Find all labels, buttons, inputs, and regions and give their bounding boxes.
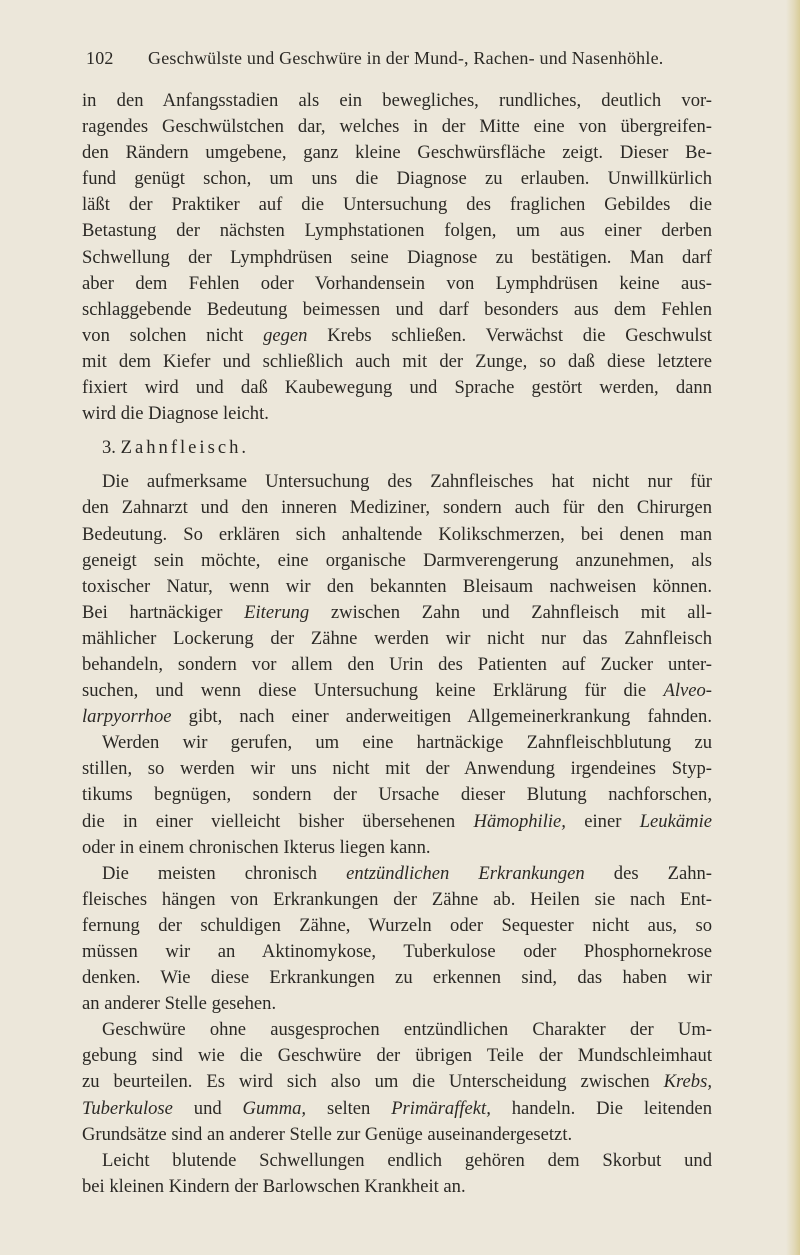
emphasis: Krebs, [663, 1071, 712, 1093]
text-line: die in einer vielleicht bisher übersehenen Hämophilie, einer Leukämie [82, 810, 712, 832]
text-line: Schwellung der Lymphdrüsen seine Diagnose zu bestätigen. Man darf [82, 246, 712, 268]
text-line: Die meisten chronisch entzündlichen Erkrankungen des Zahn- [102, 862, 712, 884]
emphasis: Leukämie [639, 810, 712, 832]
text-line: aber dem Fehlen oder Vorhandensein von Lymphdrüsen keine aus- [82, 272, 712, 294]
text-line: suchen, und wenn diese Untersuchung keine Erklärung für die Alveo- [82, 680, 712, 702]
section-number: 3. [102, 437, 116, 459]
emphasis: Gumma, [242, 1097, 307, 1119]
text-line: den Zahnarzt und den inneren Mediziner, sondern auch für den Chirurgen [82, 497, 712, 519]
emphasis: Eiterung [244, 601, 310, 623]
text-line: wird die Diagnose leicht. [82, 403, 269, 425]
text-line: müssen wir an Aktinomykose, Tuberkulose oder Phosphornekrose [82, 941, 712, 962]
page-number: 102 [86, 48, 114, 68]
section-heading [82, 435, 712, 461]
text-line: Leicht blutende Schwellungen endlich gehören dem Skorbut und [102, 1149, 712, 1171]
text-line: gebung sind wie die Geschwüre der übrigen Teile der Mundschleimhaut [82, 1045, 712, 1067]
text-line: mit dem Kiefer und schließlich auch mit der Zunge, so daß diese letztere [82, 350, 712, 372]
text-line: Geschwüre ohne ausgesprochen entzündlichen Charakter der Um- [102, 1019, 712, 1041]
text-line: Werden wir gerufen, um eine hartnäckige Zahnfleischblutung zu [102, 732, 712, 754]
text-line: fund genügt schon, um uns die Diagnose zu erlauben. Unwillkürlich [82, 168, 712, 190]
text-line: fleisches hängen von Erkrankungen der Zähne ab. Heilen sie nach Ent- [82, 888, 712, 910]
text-line: läßt der Praktiker auf die Untersuchung des fraglichen Gebildes die [82, 194, 712, 216]
text-line: zu beurteilen. Es wird sich also um die Unterscheidung zwischen Krebs, [82, 1071, 712, 1093]
emphasis: Hämophilie, [473, 810, 566, 832]
text-line: Betastung der nächsten Lymphstationen folgen, um aus einer derben [82, 220, 712, 242]
text-line: fixiert wird und daß Kaubewegung und Sprache gestört werden, dann [82, 377, 712, 399]
emphasis: Tuberkulose [82, 1097, 173, 1119]
text-line: larpyorrhoe gibt, nach einer anderweitigen Allgemeinerkrankung fahnden. [82, 706, 712, 728]
body-text [82, 88, 712, 1200]
text-line: tikums begnügen, sondern der Ursache dieser Blutung nachforschen, [82, 784, 712, 806]
emphasis: Primäraffekt, [391, 1097, 491, 1119]
text-line: denken. Wie diese Erkrankungen zu erkennen sind, das haben wir [82, 967, 712, 989]
running-header [86, 48, 706, 69]
emphasis: Alveo- [663, 680, 712, 702]
page-edge [786, 0, 800, 1255]
text-line: mählicher Lockerung der Zähne werden wir nicht nur das Zahnfleisch [82, 627, 712, 649]
text-line: Die aufmerksame Untersuchung des Zahnfleisches hat nicht nur für [102, 471, 712, 493]
emphasis: larpyorrhoe [82, 706, 172, 728]
text-line: behandeln, sondern vor allem den Urin des Patienten auf Zucker unter- [82, 653, 712, 675]
text-line: von solchen nicht gegen Krebs schließen. Verwächst die Geschwulst [82, 324, 712, 346]
text-line: schlaggebende Bedeutung beimessen und darf besonders aus dem Fehlen [82, 298, 712, 320]
emphasis: entzündlichen Erkrankungen [346, 862, 585, 884]
text-line: Grundsätze sind an anderer Stelle zur Genüge auseinandergesetzt. [82, 1123, 573, 1145]
text-line: den Rändern umgebene, ganz kleine Geschwürsfläche zeigt. Dieser Be- [82, 142, 712, 164]
emphasis: gegen [263, 324, 308, 346]
text-line: an anderer Stelle gesehen. [82, 993, 277, 1015]
section-title: Zahnfleisch. [120, 437, 250, 459]
text-line: ragendes Geschwülstchen dar, welches in der Mitte eine von übergreifen- [82, 116, 712, 138]
running-title: Geschwülste und Geschwüre in der Mund-, Rachen- und Nasenhöhle. [148, 48, 664, 68]
text-line: Bei hartnäckiger Eiterung zwischen Zahn und Zahnfleisch mit all- [82, 601, 713, 623]
text-line: stillen, so werden wir uns nicht mit der Anwendung irgendeines Styp- [82, 758, 712, 780]
text-line: Tuberkulose und Gumma, selten Primäraffekt, handeln. Die leitenden [82, 1097, 712, 1119]
text-line: geneigt sein möchte, eine organische Darmverengerung anzunehmen, als [82, 549, 712, 571]
text-line: in den Anfangsstadien als ein bewegliches, rundliches, deutlich vor- [82, 90, 712, 111]
text-line: toxischer Natur, wenn wir den bekannten Bleisaum nachweisen können. [82, 575, 712, 597]
text-line: Bedeutung. So erklären sich anhaltende Kolikschmerzen, bei denen man [82, 523, 712, 545]
text-line: oder in einem chronischen Ikterus liegen kann. [82, 836, 431, 858]
text-line: bei kleinen Kindern der Barlowschen Krankheit an. [82, 1175, 466, 1197]
text-line: fernung der schuldigen Zähne, Wurzeln oder Sequester nicht aus, so [82, 914, 712, 936]
